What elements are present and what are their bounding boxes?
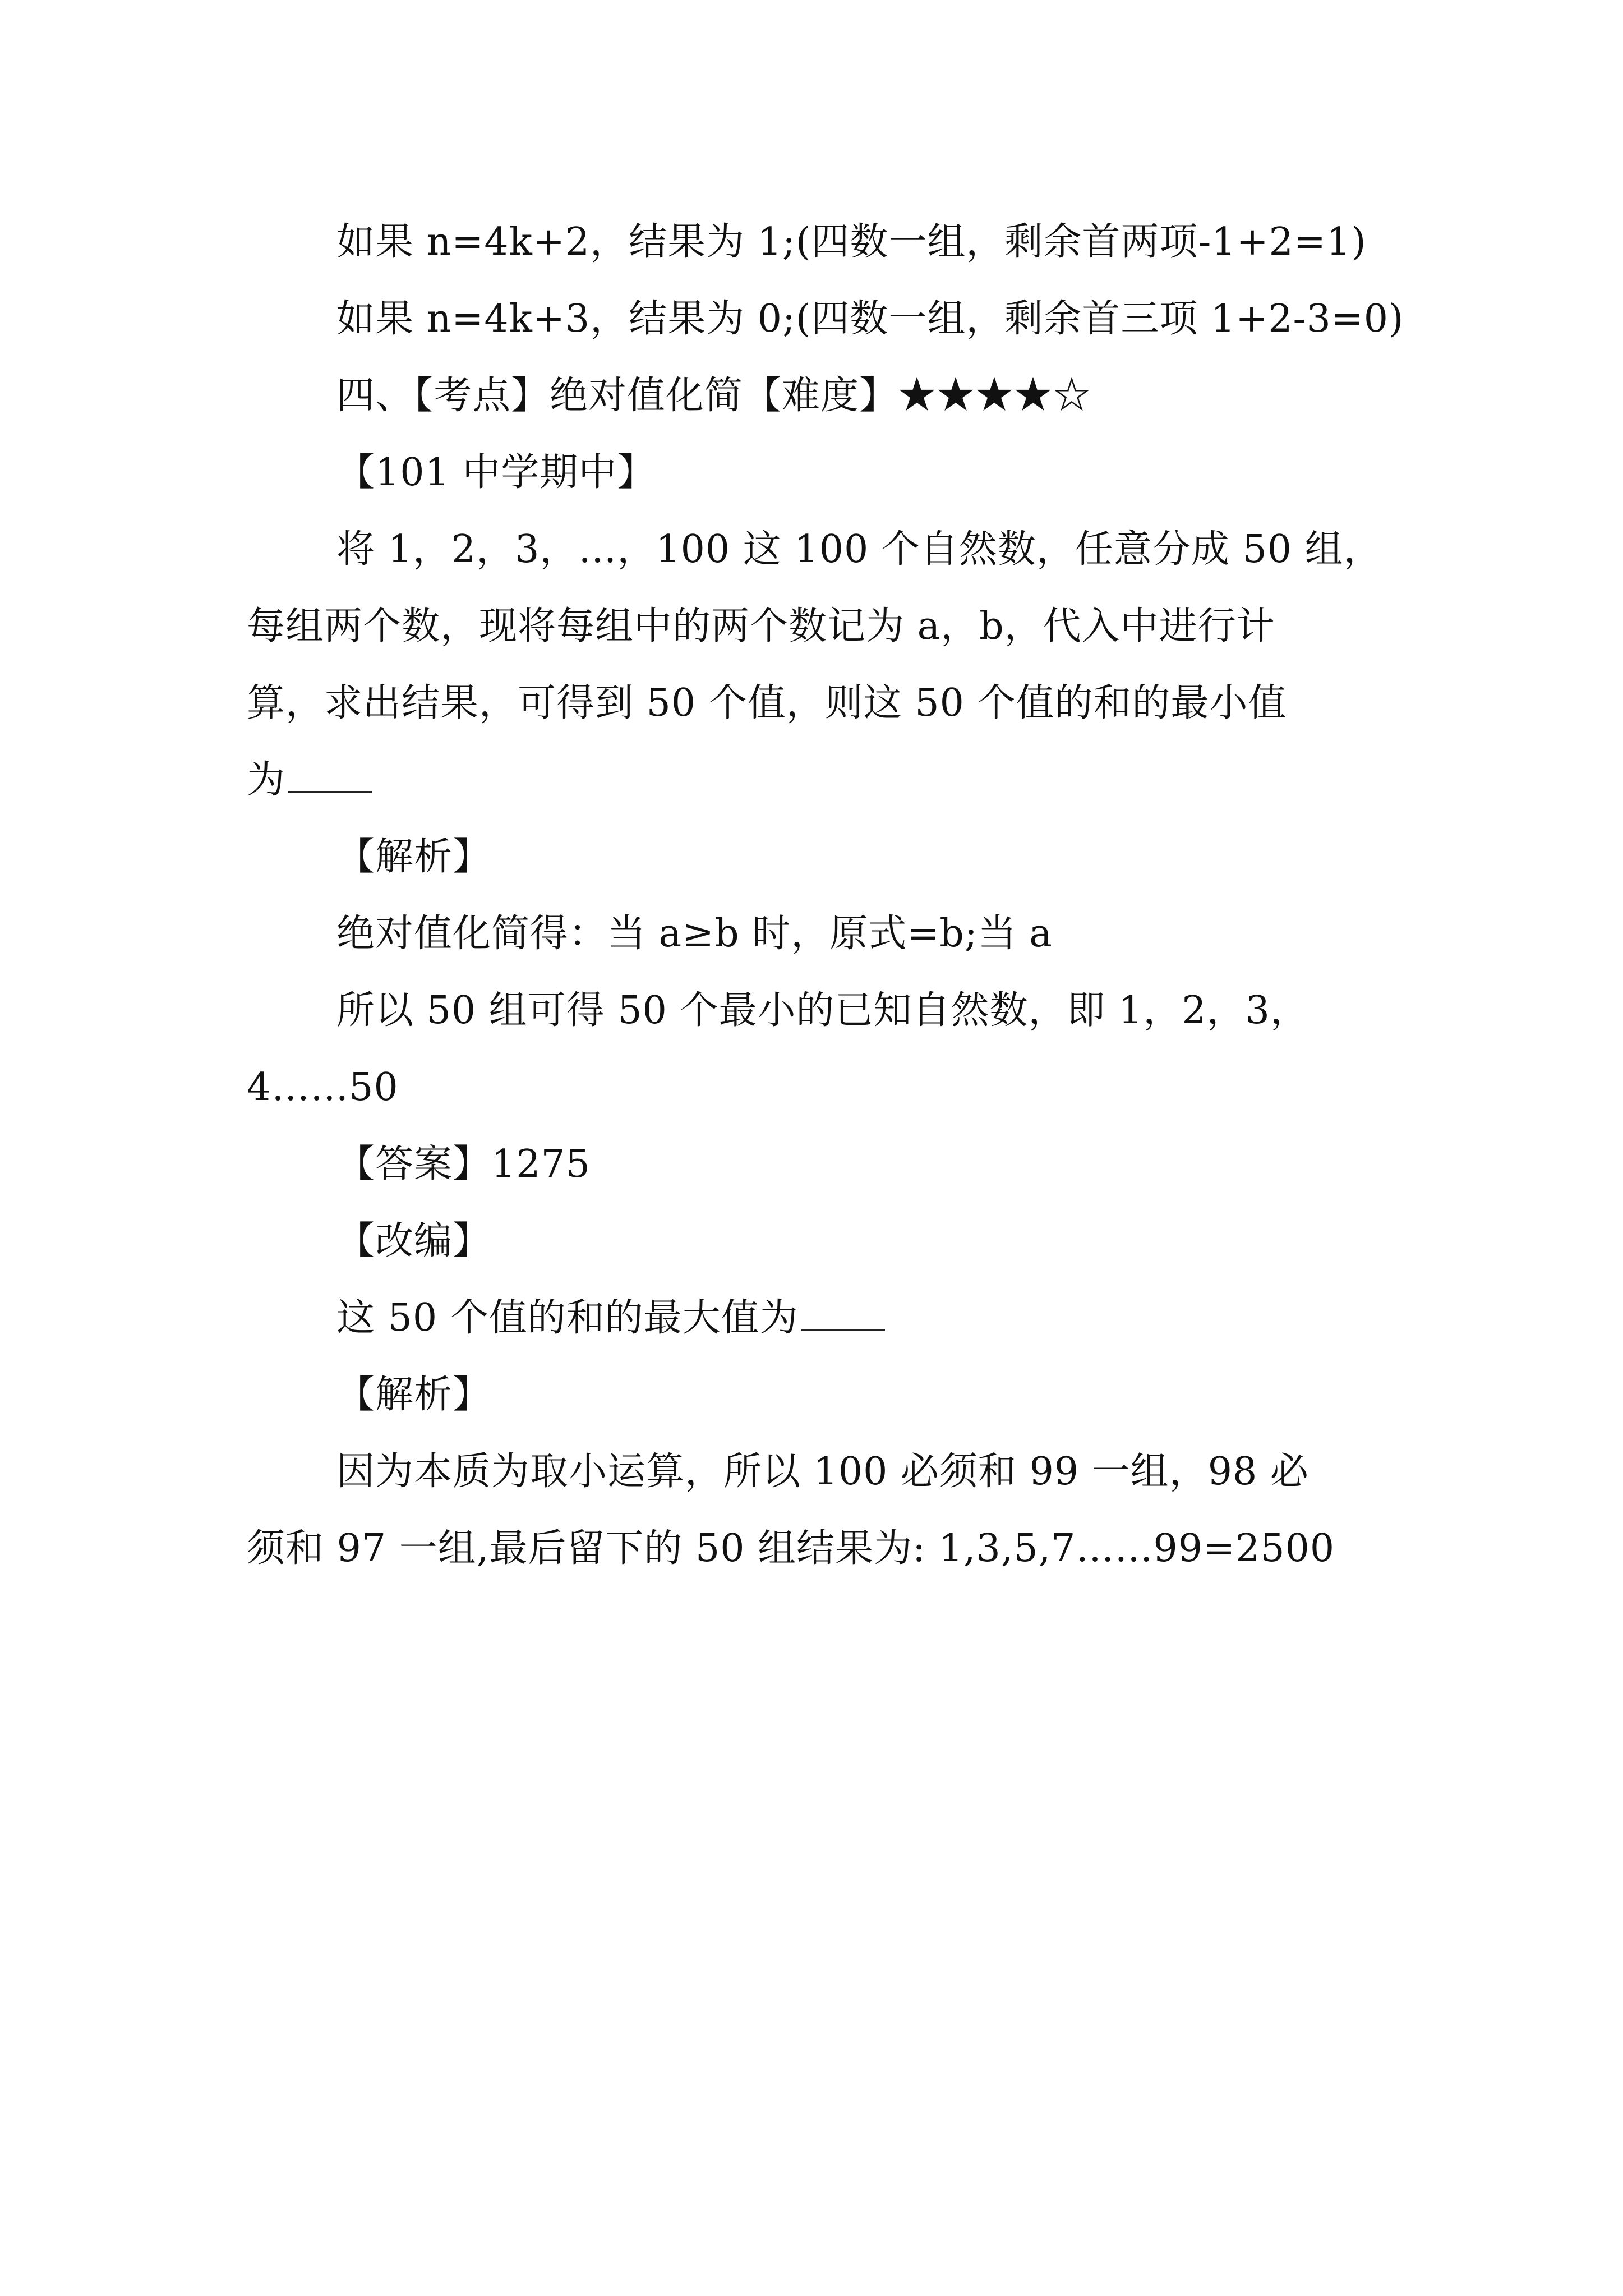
question-text: 每组两个数，现将每组中的两个数记为 a，b，代入中进行计 (247, 604, 1275, 648)
analysis-text: 4……50 (247, 1065, 399, 1110)
question-text-end: 为 (247, 758, 286, 802)
analysis-text: 因为本质为取小运算，所以 100 必须和 99 一组，98 必 (336, 1450, 1309, 1494)
analysis-label: 【解析】 (336, 835, 492, 879)
question-text: 算，求出结果，可得到 50 个值，则这 50 个值的和的最小值 (247, 681, 1287, 725)
adaptation-label: 【改编】 (336, 1219, 492, 1263)
answer-blank (288, 789, 372, 793)
question-text (247, 758, 372, 802)
analysis-label: 【解析】 (336, 1373, 492, 1417)
section-heading: 四、【考点】绝对值化简【难度】★★★★☆ (336, 374, 1092, 418)
answer-blank (801, 1327, 885, 1331)
answer-line: 【答案】1275 (336, 1142, 591, 1186)
analysis-text: 须和 97 一组,最后留下的 50 组结果为: 1,3,5,7……99=2500 (247, 1526, 1335, 1571)
text-line: 如果 n=4k+3，结果为 0;(四数一组，剩余首三项 1+2-3=0) (336, 297, 1404, 341)
adaptation-question (336, 1296, 885, 1340)
adaptation-question-text: 这 50 个值的和的最大值为 (336, 1296, 799, 1340)
analysis-text: 绝对值化简得：当 a≥b 时，原式=b;当 a (336, 912, 1053, 956)
analysis-text: 所以 50 组可得 50 个最小的已知自然数，即 1，2，3， (336, 988, 1309, 1033)
question-text: 将 1，2，3，…，100 这 100 个自然数，任意分成 50 组， (336, 527, 1382, 572)
text-line: 如果 n=4k+2，结果为 1;(四数一组，剩余首两项-1+2=1) (336, 220, 1367, 264)
source-label: 【101 中学期中】 (336, 450, 656, 495)
